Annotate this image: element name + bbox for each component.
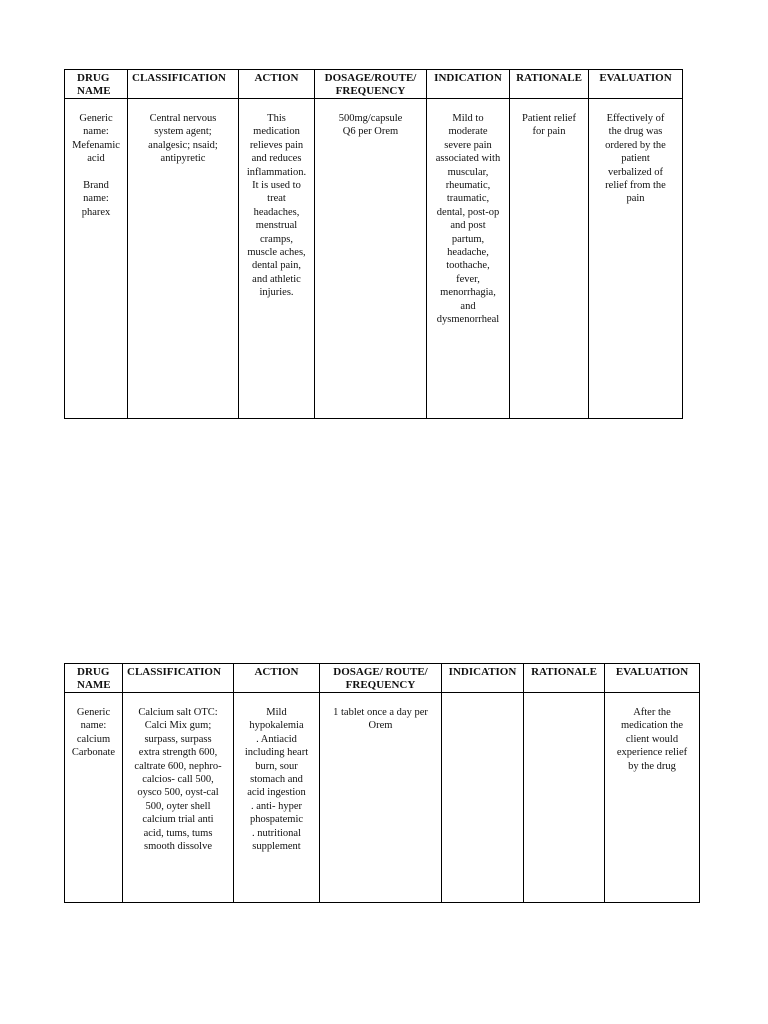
header-action: ACTION xyxy=(234,664,320,693)
header-drug-name: DRUG NAME xyxy=(65,70,128,99)
header-drug-name: DRUG NAME xyxy=(65,664,123,693)
cell-rationale: Patient relief for pain xyxy=(510,99,589,419)
cell-action: This medication relieves pain and reduces inflammation. It is used to treat headaches, menstrual cramps, muscle aches, dental pain, and athletic injuries. xyxy=(239,99,315,419)
cell-evaluation: After the medication the client would experience relief by the drug xyxy=(605,693,700,903)
header-classification: CLASSIFICATION xyxy=(123,664,234,693)
cell-drug-name: Generic name: Mefenamic acid Brand name: pharex xyxy=(65,99,128,419)
drug-table-mefenamic xyxy=(64,69,683,419)
table-header-row xyxy=(65,664,700,693)
cell-rationale xyxy=(524,693,605,903)
header-rationale: RATIONALE xyxy=(524,664,605,693)
cell-dosage: 500mg/capsule Q6 per Orem xyxy=(315,99,427,419)
header-evaluation: EVALUATION xyxy=(589,70,683,99)
cell-evaluation: Effectively of the drug was ordered by the patient verbalized of relief from the pain xyxy=(589,99,683,419)
header-classification: CLASSIFICATION xyxy=(128,70,239,99)
cell-classification: Calcium salt OTC: Calci Mix gum; surpass, surpass extra strength 600, caltrate 600, nephro- calcios- call 500, oysco 500, oyst-cal 500, oyter shell calcium trial anti acid, tums, tums smooth dissolve xyxy=(123,693,234,903)
header-rationale: RATIONALE xyxy=(510,70,589,99)
cell-action: Mild hypokalemia . Antiacid including heart burn, sour stomach and acid ingestion . anti- hyper phospatemic . nutritional supplement xyxy=(234,693,320,903)
table-row xyxy=(65,99,683,419)
cell-classification: Central nervous system agent; analgesic; nsaid; antipyretic xyxy=(128,99,239,419)
header-indication: INDICATION xyxy=(442,664,524,693)
table-header-row xyxy=(65,70,683,99)
header-dosage-route-frequency: DOSAGE/ROUTE/ FREQUENCY xyxy=(315,70,427,99)
table-row xyxy=(65,693,700,903)
header-indication: INDICATION xyxy=(427,70,510,99)
cell-indication xyxy=(442,693,524,903)
header-dosage-route-frequency: DOSAGE/ ROUTE/ FREQUENCY xyxy=(320,664,442,693)
drug-table-calcium-carbonate xyxy=(64,663,700,903)
cell-dosage: 1 tablet once a day per Orem xyxy=(320,693,442,903)
cell-indication: Mild to moderate severe pain associated with muscular, rheumatic, traumatic, dental, post-op and post partum, headache, toothache, fever, menorrhagia, and dysmenorrheal xyxy=(427,99,510,419)
cell-drug-name: Generic name: calcium Carbonate xyxy=(65,693,123,903)
header-action: ACTION xyxy=(239,70,315,99)
header-evaluation: EVALUATION xyxy=(605,664,700,693)
